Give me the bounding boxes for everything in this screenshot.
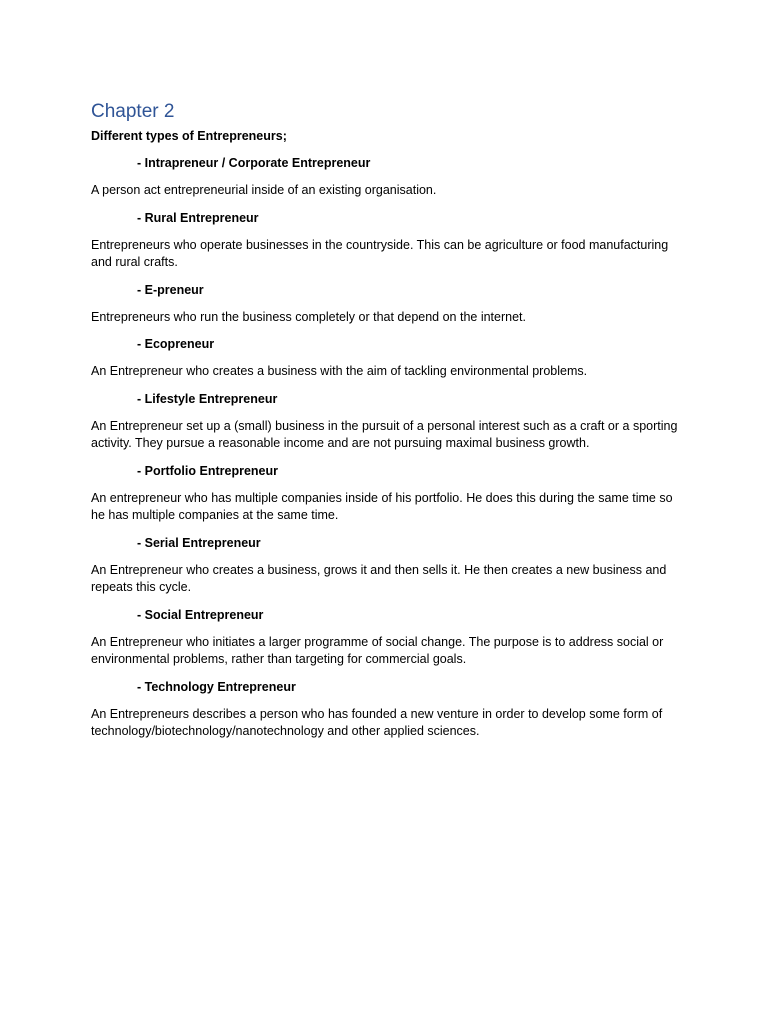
entry-heading: - Rural Entrepreneur xyxy=(137,210,259,225)
entry-rural-entrepreneur xyxy=(91,210,681,272)
entry-body: An Entrepreneur who creates a business, grows it and then sells it. He then creates a new business and repeats this cycle. xyxy=(91,562,667,594)
entry-heading: - Social Entrepreneur xyxy=(137,607,264,622)
entry-heading: - Ecopreneur xyxy=(137,337,215,351)
entry-social-entrepreneur xyxy=(91,607,681,669)
entry-serial-entrepreneur xyxy=(91,535,681,597)
entry-heading: - E-preneur xyxy=(137,282,204,297)
entry-body: An Entrepreneur set up a (small) business in the pursuit of a personal interest such as a craft or a sporting activity. They pursue a reasonable income and are not pursuing maximal business growth. xyxy=(91,418,678,450)
entry-technology-entrepreneur xyxy=(91,679,681,741)
entry-heading: - Technology Entrepreneur xyxy=(137,679,296,694)
entry-body: Entrepreneurs who run the business completely or that depend on the internet. xyxy=(91,309,526,324)
entry-heading: - Portfolio Entrepreneur xyxy=(137,463,278,478)
entry-body: An Entrepreneurs describes a person who has founded a new venture in order to develop some form of technology/biotechnology/nanotechnology and other applied sciences. xyxy=(91,706,663,738)
entry-body: A person act entrepreneurial inside of an existing organisation. xyxy=(91,183,437,197)
entry-heading: - Lifestyle Entrepreneur xyxy=(137,391,278,406)
entry-body: An Entrepreneur who initiates a larger programme of social change. The purpose is to address social or environmental problems, rather than targeting for commercial goals. xyxy=(91,634,664,666)
document-page xyxy=(91,100,681,741)
entry-ecopreneur xyxy=(91,336,681,381)
entry-body: Entrepreneurs who operate businesses in the countryside. This can be agriculture or food manufacturing and rural crafts. xyxy=(91,237,669,269)
chapter-subtitle: Different types of Entrepreneurs; xyxy=(91,129,287,143)
entry-body: An Entrepreneur who creates a business with the aim of tackling environmental problems. xyxy=(91,364,588,378)
entry-e-preneur xyxy=(91,282,681,327)
entry-heading: - Serial Entrepreneur xyxy=(137,535,261,550)
entry-lifestyle-entrepreneur xyxy=(91,391,681,453)
entry-portfolio-entrepreneur xyxy=(91,463,681,525)
entry-heading: - Intrapreneur / Corporate Entrepreneur xyxy=(137,156,371,170)
chapter-title: Chapter 2 xyxy=(91,101,175,122)
entry-body: An entrepreneur who has multiple companies inside of his portfolio. He does this during the same time so he has multiple companies at the same time. xyxy=(91,490,673,522)
entry-intrapreneur xyxy=(91,155,681,200)
